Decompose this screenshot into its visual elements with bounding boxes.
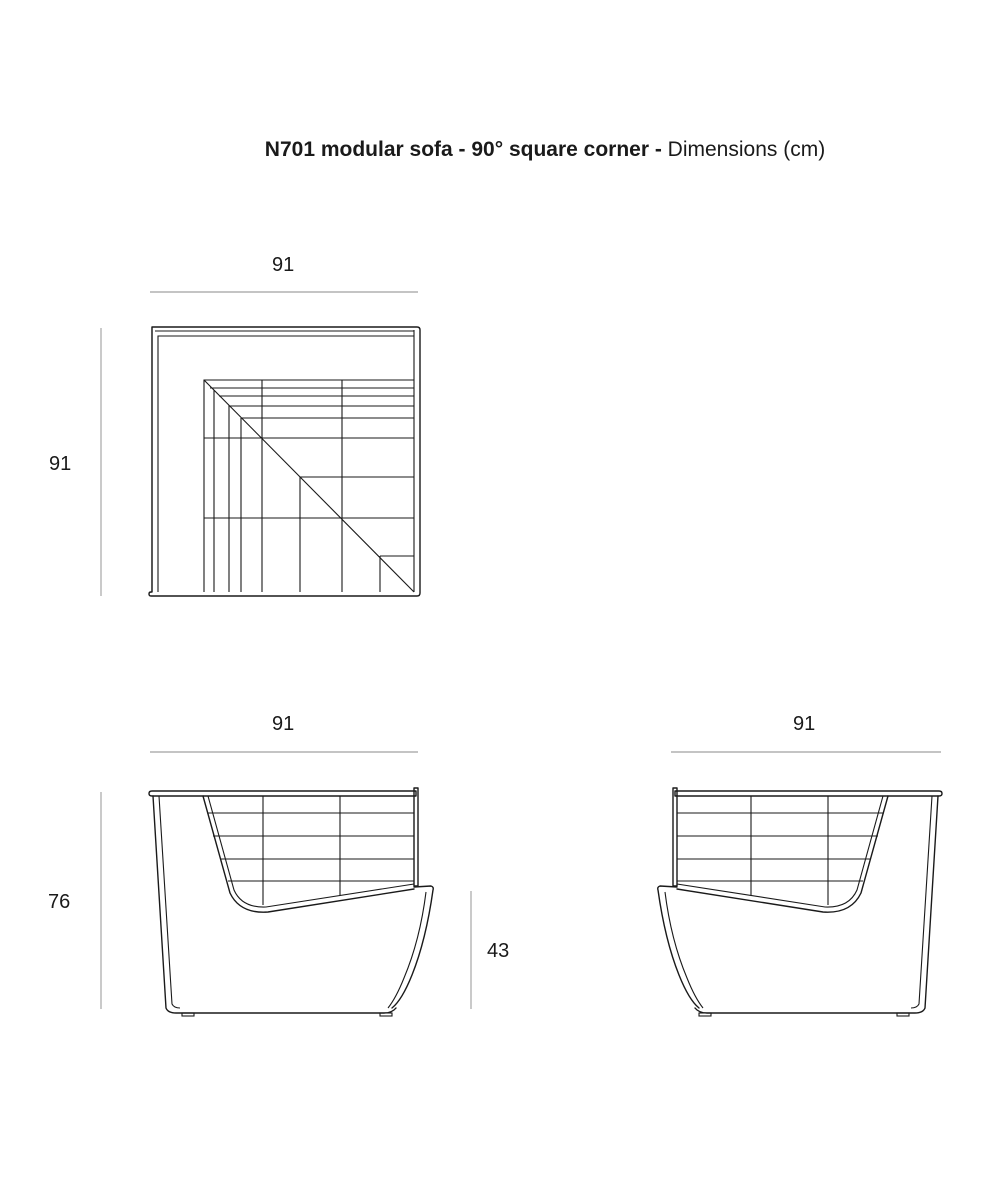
- left-view-back-post: [414, 788, 418, 886]
- title-product: N701 modular sofa - 90° square corner -: [264, 138, 662, 161]
- right-side-view: [658, 752, 942, 1016]
- right-view-top-rail: [675, 791, 942, 796]
- right-view-foot-back: [699, 1013, 711, 1016]
- right-view-width-label: 91: [793, 713, 816, 735]
- title-units: Dimensions (cm): [667, 138, 826, 161]
- left-view-top-rail: [149, 791, 416, 796]
- left-side-view: [101, 752, 471, 1016]
- right-view-back-post: [673, 788, 677, 886]
- left-view-foot-front: [182, 1013, 194, 1016]
- left-view-shell-outer: [153, 796, 396, 1013]
- top-view-cushion-grid: [204, 380, 414, 592]
- left-view-width-label: 91: [272, 713, 295, 735]
- left-view-foot-back: [380, 1013, 392, 1016]
- top-view: [101, 292, 420, 596]
- right-view-shell-outer: [695, 796, 938, 1013]
- top-view-depth-label: 91: [49, 453, 72, 475]
- top-view-width-label: 91: [272, 254, 295, 276]
- right-view-seat-front: [658, 886, 699, 1008]
- left-view-seat-height-label: 43: [487, 940, 510, 962]
- right-view-shell-inner: [911, 796, 932, 1008]
- left-view-shell-inner: [159, 796, 180, 1008]
- right-view-foot-front: [897, 1013, 909, 1016]
- left-view-height-label: 76: [48, 891, 71, 913]
- left-view-seat-front: [392, 886, 433, 1008]
